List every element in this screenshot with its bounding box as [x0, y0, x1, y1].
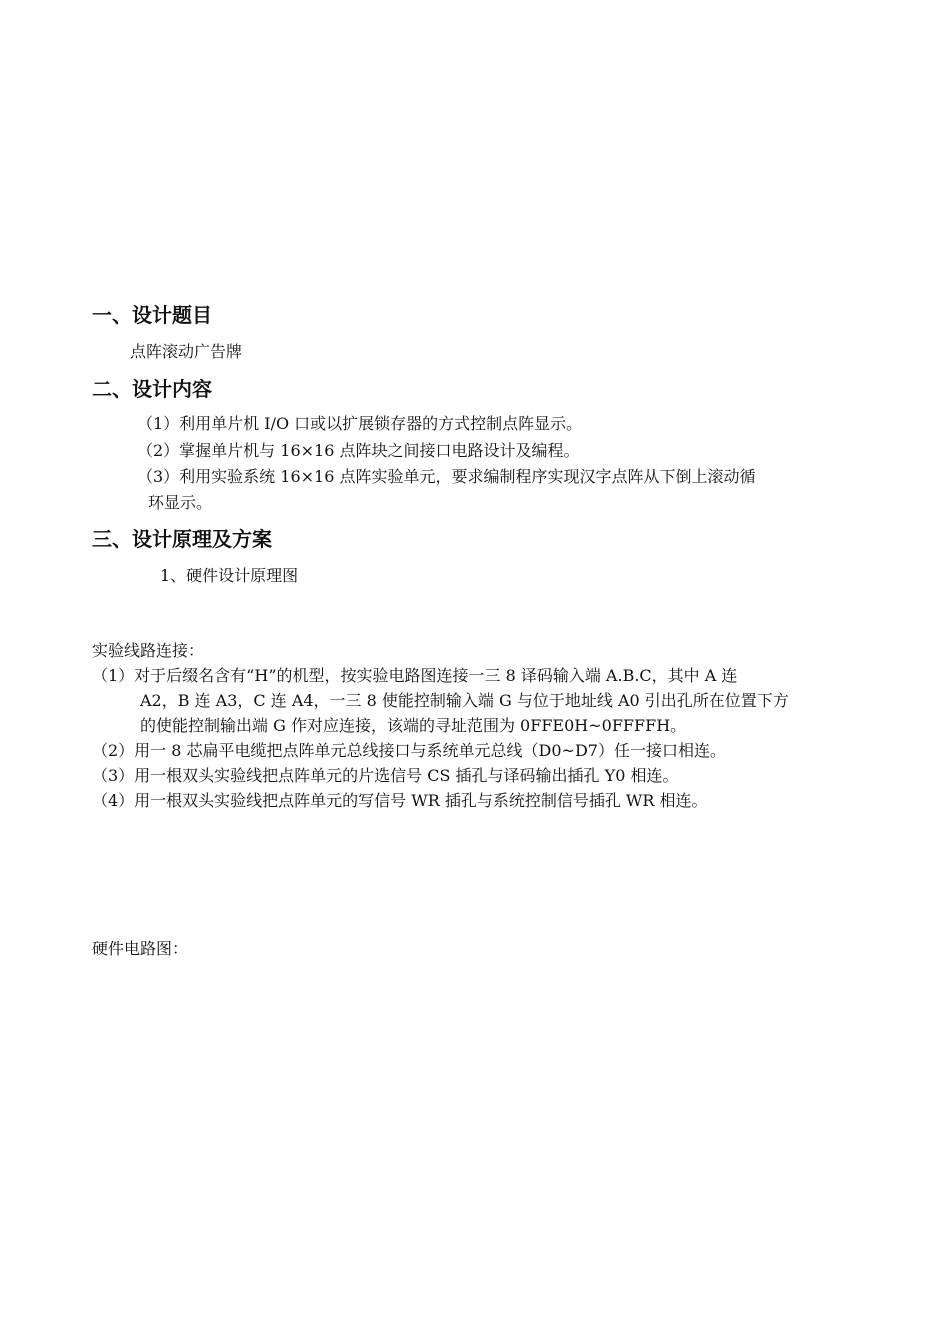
content-item-3: （3）利用实验系统 16×16 点阵实验单元，要求编制程序实现汉字点阵从下倒上滚动循: [137, 467, 756, 486]
content-item-1: （1）利用单片机 I/O 口或以扩展锁存器的方式控制点阵显示。: [137, 414, 583, 433]
section-heading-design-principle: 三、设计原理及方案: [92, 527, 272, 551]
wiring-line-3: （3）用一根双头实验线把点阵单元的片选信号 CS 插孔与译码输出插孔 Y0 相连。: [92, 766, 679, 785]
wiring-line-1: （1）对于后缀名含有“H”的机型，按实验电路图连接一三 8 译码输入端 A.B.C，其中 A 连: [92, 666, 738, 685]
wiring-line-2: （2）用一 8 芯扁平电缆把点阵单元总线接口与系统单元总线（D0~D7）任一接口相连。: [92, 741, 726, 760]
design-topic-text: 点阵滚动广告牌: [130, 342, 243, 361]
content-item-2: （2）掌握单片机与 16×16 点阵块之间接口电路设计及编程。: [137, 441, 580, 460]
wiring-title: 实验线路连接：: [92, 641, 205, 660]
hardware-principle-subheading: 1、硬件设计原理图: [160, 566, 299, 585]
section-heading-design-topic: 一、设计题目: [92, 303, 212, 327]
wiring-line-1-cont-b: 的使能控制输出端 G 作对应连接，该端的寻址范围为 0FFE0H~0FFFFH。: [140, 716, 687, 735]
content-item-3-continued: 环显示。: [148, 493, 213, 512]
wiring-line-4: （4）用一根双头实验线把点阵单元的写信号 WR 插孔与系统控制信号插孔 WR 相连。: [92, 791, 708, 810]
hardware-circuit-title: 硬件电路图：: [92, 939, 189, 958]
wiring-line-1-cont-a: A2，B 连 A3，C 连 A4，一三 8 使能控制输入端 G 与位于地址线 A0 引出孔所在位置下方: [140, 691, 789, 710]
section-heading-design-content: 二、设计内容: [92, 377, 212, 401]
